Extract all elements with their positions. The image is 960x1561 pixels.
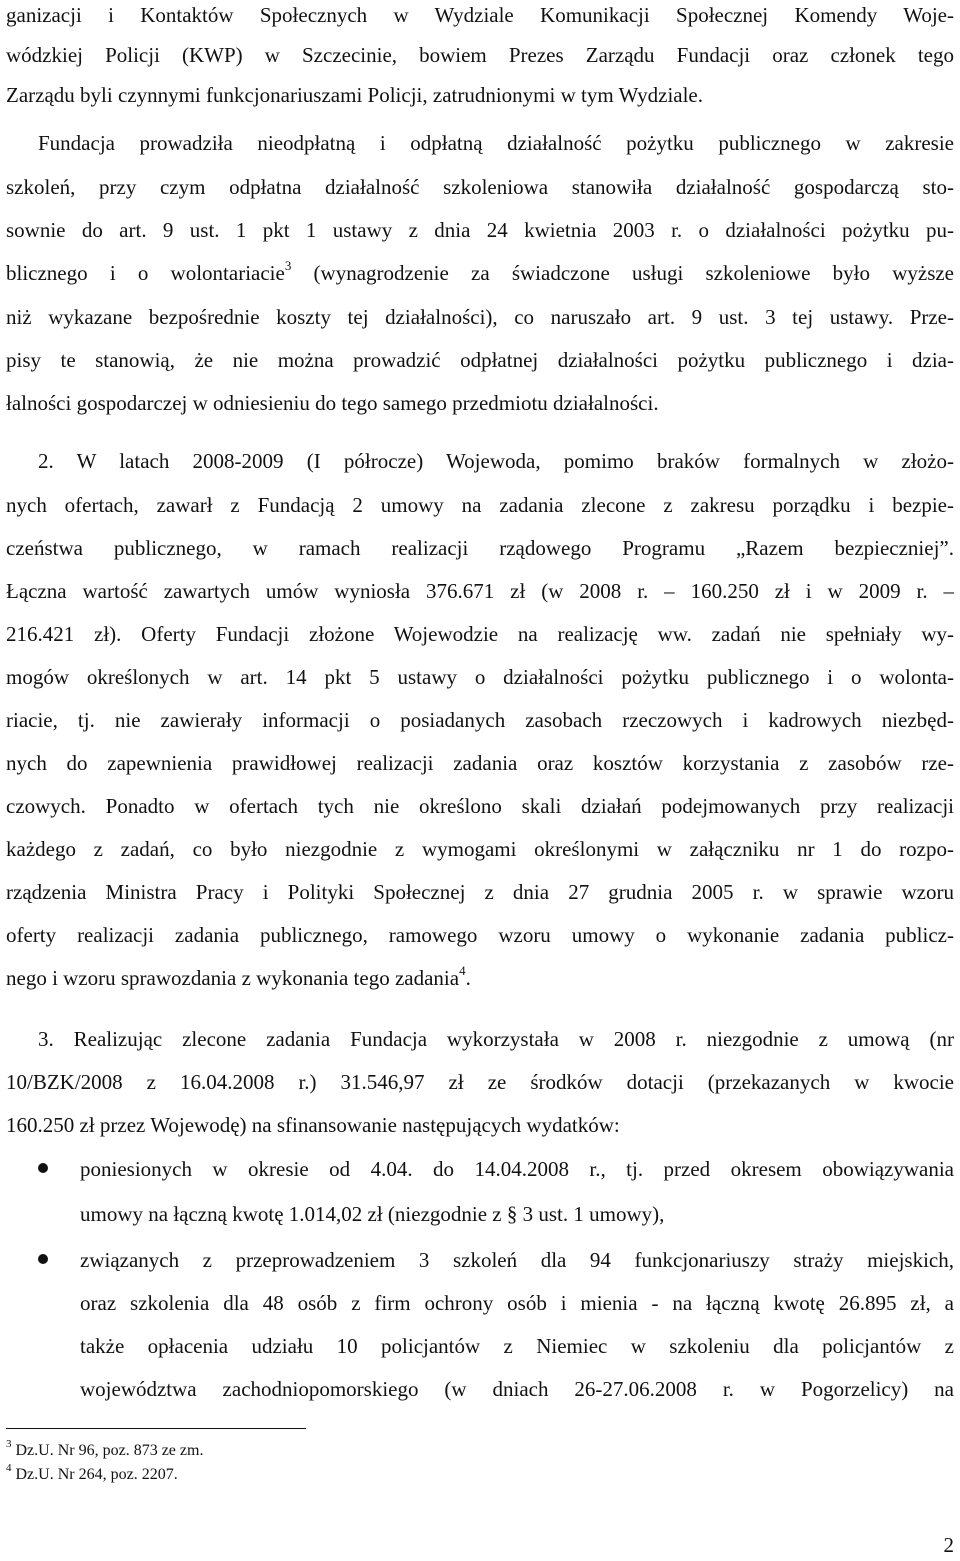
text-segment: blicznego i o wolontariacie [6, 261, 285, 285]
text-line: 10/BZK/2008 z 16.04.2008 r.) 31.546,97 zł ze środków dotacji (przekazanych w kwocie [6, 1070, 954, 1094]
footnote [6, 1461, 178, 1485]
text-line: sownie do art. 9 ust. 1 pkt 1 ustawy z dnia 24 kwietnia 2003 r. o działalności pożytku pu- [6, 218, 954, 242]
text-line: szkoleń, przy czym odpłatna działalność szkoleniowa stanowiła działalność gospodarczą sto- [6, 175, 954, 199]
text-line: ganizacji i Kontaktów Społecznych w Wydziale Komunikacji Społecznej Komendy Woje- [6, 3, 954, 27]
text-segment: nego i wzoru sprawozdania z wykonania tego zadania [6, 966, 460, 990]
text-line: 216.421 zł). Oferty Fundacji złożone Wojewodzie na realizację ww. zadań nie spełniały wy- [6, 622, 954, 646]
text-line: Fundacja prowadziła nieodpłatną i odpłatną działalność pożytku publicznego w zakresie [38, 131, 954, 155]
text-line: rządzenia Ministra Pracy i Polityki Społecznej z dnia 27 grudnia 2005 r. w sprawie wzoru [6, 880, 954, 904]
text-line: 2. W latach 2008-2009 (I półrocze) Wojewoda, pomimo braków formalnych w złożo- [38, 449, 954, 473]
text-line: 160.250 zł przez Wojewodę) na sfinansowanie następujących wydatków: [6, 1113, 620, 1137]
text-line: związanych z przeprowadzeniem 3 szkoleń dla 94 funkcjonariuszy straży miejskich, [80, 1248, 954, 1272]
text-line: oferty realizacji zadania publicznego, ramowego wzoru umowy o wykonanie zadania publicz- [6, 923, 954, 947]
text-line: także opłacenia udziału 10 policjantów z Niemiec w szkoleniu dla policjantów z [80, 1334, 954, 1358]
text-line: województwa zachodniopomorskiego (w dniach 26-27.06.2008 r. w Pogorzelicy) na [80, 1377, 954, 1401]
bullet-icon [38, 1163, 48, 1173]
text-line: pisy te stanowią, że nie można prowadzić odpłatnej działalności pożytku publicznego i dzia- [6, 348, 954, 372]
footnote-number: 3 [6, 1437, 12, 1450]
footnote [6, 1437, 204, 1461]
text-segment: . [465, 966, 471, 990]
text-segment: (wynagrodzenie za świadczone usługi szkoleniowe było wyższe [313, 261, 955, 285]
footnote-text: Dz.U. Nr 96, poz. 873 ze zm. [15, 1442, 204, 1459]
text-line: oraz szkolenia dla 48 osób z firm ochrony osób i mienia - na łączną kwotę 26.895 zł, a [80, 1291, 954, 1315]
text-line: łalności gospodarczej w odniesieniu do tego samego przedmiotu działalności. [6, 391, 659, 415]
bullet-icon [38, 1254, 48, 1264]
text-line: wódzkiej Policji (KWP) w Szczecinie, bowiem Prezes Zarządu Fundacji oraz członek tego [6, 43, 954, 67]
footnote-number: 4 [6, 1461, 12, 1474]
text-line: nych ofertach, zawarł z Fundacją 2 umowy na zadania zlecone z zakresu porządku i bezpie- [6, 493, 954, 517]
text-line: 3. Realizując zlecone zadania Fundacja wykorzystała w 2008 r. niezgodnie z umową (nr [38, 1027, 954, 1051]
text-line: nych do zapewnienia prawidłowej realizacji zadania oraz kosztów korzystania z zasobów rze- [6, 751, 954, 775]
footnote-text: Dz.U. Nr 264, poz. 2207. [15, 1466, 178, 1483]
text-line: czowych. Ponadto w ofertach tych nie określono skali działań podejmowanych przy realizacji [6, 794, 954, 818]
page-number: 2 [943, 1533, 954, 1557]
text-line: umowy na łączną kwotę 1.014,02 zł (niezgodnie z § 3 ust. 1 umowy), [80, 1202, 665, 1226]
footnote-ref: 4 [459, 963, 466, 978]
text-line: czeństwa publicznego, w ramach realizacji rządowego Programu „Razem bezpieczniej”. [6, 536, 954, 560]
text-line: poniesionych w okresie od 4.04. do 14.04.2008 r., tj. przed okresem obowiązywania [80, 1157, 954, 1181]
text-line: Łączna wartość zawartych umów wyniosła 376.671 zł (w 2008 r. – 160.250 zł i w 2009 r. – [6, 579, 954, 603]
text-line-with-footnote [6, 258, 954, 288]
text-line: mogów określonych w art. 14 pkt 5 ustawy o działalności pożytku publicznego i o wolonta- [6, 665, 954, 689]
text-line: riacie, tj. nie zawierały informacji o posiadanych zasobach rzeczowych i kadrowych niezbęd- [6, 708, 954, 732]
text-line: niż wykazane bezpośrednie koszty tej działalności), co naruszało art. 9 ust. 3 tej ustawy. Prze- [6, 305, 954, 329]
footnote-separator [6, 1428, 306, 1429]
text-line: Zarządu byli czynnymi funkcjonariuszami Policji, zatrudnionymi w tym Wydziale. [6, 83, 703, 107]
text-line: każdego z zadań, co było niezgodnie z wymogami określonymi w załączniku nr 1 do rozpo- [6, 837, 954, 861]
footnote-ref: 3 [284, 258, 292, 273]
text-line-with-footnote [6, 963, 954, 993]
